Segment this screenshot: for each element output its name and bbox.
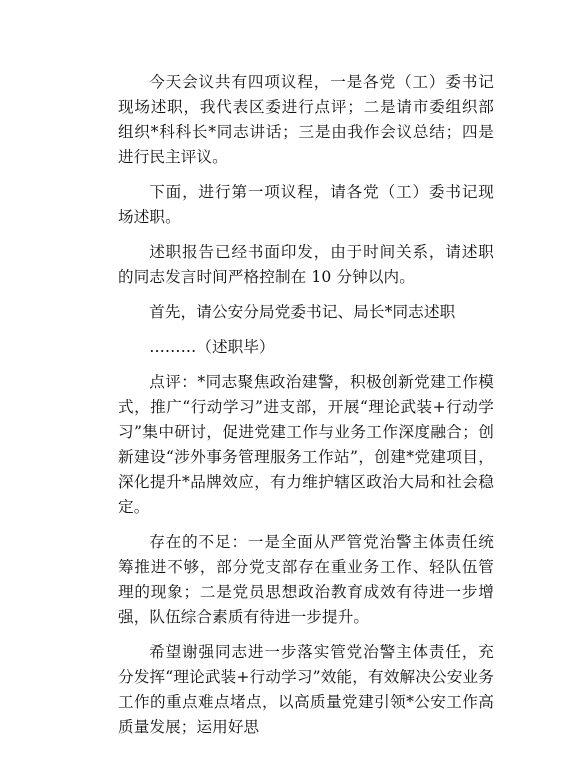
paragraph-first-item: 下面，进行第一项议程，请各党（工）委书记现场述职。 xyxy=(118,183,494,226)
paragraph-comment: 点评：*同志聚焦政治建警，积极创新党建工作模式，推广“行动学习”进支部，开展“理论武装+行动学习”集中研讨，促进党建工作与业务工作深度融合；创新建设“涉外事务管理服务工作站”，创建*党建项目，深化提升*品牌效应，有力维护辖区政治大局和社会稳定。 xyxy=(118,373,494,516)
paragraph-time-limit: 述职报告已经书面印发，由于时间关系，请述职的同志发言时间严格控制在 10 分钟以内。 xyxy=(118,243,494,286)
document-body xyxy=(118,70,494,740)
paragraph-first-speaker: 首先，请公安分局党委书记、局长*同志述职 xyxy=(149,303,456,321)
paragraph-agenda-overview: 今天会议共有四项议程，一是各党（工）委书记现场述职，我代表区委进行点评；二是请市委组织部组织*科科长*同志讲话；三是由我作会议总结；四是进行民主评议。 xyxy=(118,73,494,166)
paragraph-shortcomings: 存在的不足：一是全面从严管党治警主体责任统筹推进不够，部分党支部存在重业务工作、轻队伍管理的现象；二是党员思想政治教育成效有待进一步增强，队伍综合素质有待进一步提升。 xyxy=(118,533,494,626)
paragraph-report-done: ………（述职毕） xyxy=(149,338,275,356)
paragraph-expectations: 希望谢强同志进一步落实管党治警主体责任，充分发挥“理论武装+行动学习”效能，有效解决公安业务工作的重点难点堵点，以高质量党建引领*公安工作高质量发展；运用好思 xyxy=(118,643,494,736)
